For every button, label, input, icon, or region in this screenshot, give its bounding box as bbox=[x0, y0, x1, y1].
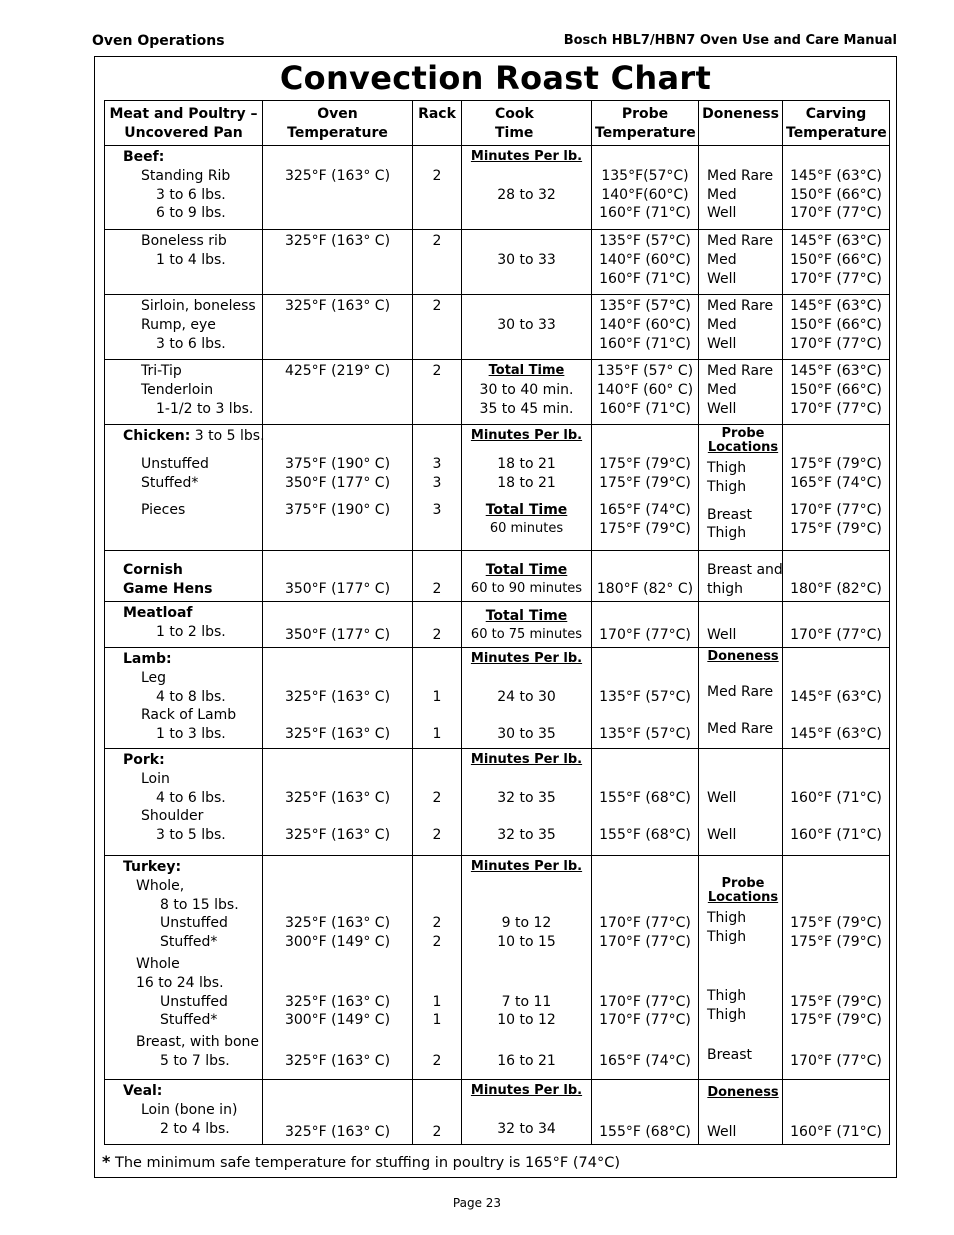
carving-cell: 145°F (63°C) 150°F (66°C) 170°F (77°C) bbox=[783, 146, 890, 230]
doneness-cell: Well Well bbox=[699, 749, 783, 856]
table-row bbox=[105, 425, 890, 551]
page-number: Page 23 bbox=[452, 1196, 502, 1210]
doneness-cell: Doneness Well bbox=[699, 1080, 783, 1145]
col-oven: Oven Temperature bbox=[263, 101, 413, 146]
rack-cell: 2 bbox=[413, 551, 462, 602]
probe-cell: 135°F (57° C) 140°F (60° C) 160°F (71°C) bbox=[592, 360, 699, 425]
meat-cell: Cornish Game Hens bbox=[105, 551, 263, 602]
chart-frame bbox=[94, 56, 897, 1178]
rack-cell: 1 1 bbox=[413, 648, 462, 749]
rack-cell: 2 bbox=[413, 602, 462, 648]
probe-cell: 135°F (57°C) 135°F (57°C) bbox=[592, 648, 699, 749]
table-row bbox=[105, 146, 890, 230]
carving-cell: 175°F (79°C) 165°F (74°C) 170°F (77°C) 175°F (79°C) bbox=[783, 425, 890, 551]
cook-cell: Minutes Per lb. 24 to 30 30 to 35 bbox=[462, 648, 592, 749]
meat-cell: Lamb: Leg 4 to 8 lbs. Rack of Lamb 1 to 3 lbs. bbox=[105, 648, 263, 749]
col-meat: Meat and Poultry – Uncovered Pan bbox=[105, 101, 263, 146]
probe-cell: 170°F (77°C) 170°F (77°C) 170°F (77°C) 170°F (77°C) 165°F (74°C) bbox=[592, 856, 699, 1080]
carving-cell: 175°F (79°C) 175°F (79°C) 175°F (79°C) 175°F (79°C) 170°F (77°C) bbox=[783, 856, 890, 1080]
meat-cell: Sirloin, boneless Rump, eye 3 to 6 lbs. bbox=[105, 295, 263, 360]
cook-cell: Total Time 30 to 40 min. 35 to 45 min. bbox=[462, 360, 592, 425]
table-header-row bbox=[105, 101, 890, 146]
doneness-cell: Probe Locations Thigh Thigh Thigh Thigh Breast bbox=[699, 856, 783, 1080]
rack-cell: 2 2 bbox=[413, 749, 462, 856]
col-carving: Carving Temperature bbox=[783, 101, 890, 146]
meat-cell: Beef: Standing Rib 3 to 6 lbs. 6 to 9 lbs. bbox=[105, 146, 263, 230]
rack-cell: 2 bbox=[413, 146, 462, 230]
table-row bbox=[105, 1080, 890, 1145]
table-row bbox=[105, 856, 890, 1080]
probe-cell: 180°F (82° C) bbox=[592, 551, 699, 602]
carving-cell: 145°F (63°C) 150°F (66°C) 170°F (77°C) bbox=[783, 230, 890, 295]
probe-cell: 135°F(57°C) 140°F(60°C) 160°F (71°C) bbox=[592, 146, 699, 230]
oven-cell: 325°F (163° C) bbox=[263, 146, 413, 230]
meat-cell: Pork: Loin 4 to 6 lbs. Shoulder 3 to 5 lbs. bbox=[105, 749, 263, 856]
carving-cell: 170°F (77°C) bbox=[783, 602, 890, 648]
rack-cell: 2 2 1 1 2 bbox=[413, 856, 462, 1080]
carving-cell: 145°F (63°C) 150°F (66°C) 170°F (77°C) bbox=[783, 295, 890, 360]
meat-cell: Veal: Loin (bone in) 2 to 4 lbs. bbox=[105, 1080, 263, 1145]
oven-cell: 325°F (163° C) 325°F (163° C) bbox=[263, 749, 413, 856]
meat-cell: Boneless rib 1 to 4 lbs. bbox=[105, 230, 263, 295]
probe-cell: 135°F (57°C) 140°F (60°C) 160°F (71°C) bbox=[592, 230, 699, 295]
cook-cell: Total Time 60 to 75 minutes bbox=[462, 602, 592, 648]
col-probe: Probe Temperature bbox=[592, 101, 699, 146]
table-row bbox=[105, 230, 890, 295]
doneness-cell: Probe Locations Thigh Thigh Breast Thigh bbox=[699, 425, 783, 551]
oven-cell: 375°F (190° C) 350°F (177° C) 375°F (190° C) bbox=[263, 425, 413, 551]
oven-cell: 325°F (163° C) bbox=[263, 295, 413, 360]
rack-cell: 2 bbox=[413, 230, 462, 295]
doneness-cell: Breast and thigh bbox=[699, 551, 783, 602]
probe-cell: 170°F (77°C) bbox=[592, 602, 699, 648]
oven-cell: 325°F (163° C) 300°F (149° C) 325°F (163° C) 300°F (149° C) 325°F (163° C) bbox=[263, 856, 413, 1080]
cook-cell: Minutes Per lb. 28 to 32 bbox=[462, 146, 592, 230]
doneness-cell: Med Rare Med Well bbox=[699, 360, 783, 425]
section-header: Oven Operations bbox=[92, 33, 225, 49]
probe-cell: 175°F (79°C) 175°F (79°C) 165°F (74°C) 175°F (79°C) bbox=[592, 425, 699, 551]
rack-cell: 2 bbox=[413, 360, 462, 425]
footnote: * The minimum safe temperature for stuffing in poultry is 165°F (74°C) bbox=[102, 1152, 620, 1171]
cook-cell: Total Time 60 to 90 minutes bbox=[462, 551, 592, 602]
cook-cell: 30 to 33 bbox=[462, 230, 592, 295]
rack-cell: 2 bbox=[413, 295, 462, 360]
oven-cell: 325°F (163° C) bbox=[263, 230, 413, 295]
table-row bbox=[105, 551, 890, 602]
oven-cell: 325°F (163° C) bbox=[263, 1080, 413, 1145]
oven-cell: 350°F (177° C) bbox=[263, 602, 413, 648]
probe-cell: 155°F (68°C) bbox=[592, 1080, 699, 1145]
carving-cell: 180°F (82°C) bbox=[783, 551, 890, 602]
carving-cell: 145°F (63°C) 150°F (66°C) 170°F (77°C) bbox=[783, 360, 890, 425]
rack-cell: 3 3 3 bbox=[413, 425, 462, 551]
meat-cell: Meatloaf 1 to 2 lbs. bbox=[105, 602, 263, 648]
carving-cell: 145°F (63°C) 145°F (63°C) bbox=[783, 648, 890, 749]
probe-cell: 135°F (57°C) 140°F (60°C) 160°F (71°C) bbox=[592, 295, 699, 360]
table-row bbox=[105, 295, 890, 360]
cook-cell: Minutes Per lb. 32 to 35 32 to 35 bbox=[462, 749, 592, 856]
rack-cell: 2 bbox=[413, 1080, 462, 1145]
oven-cell: 325°F (163° C) 325°F (163° C) bbox=[263, 648, 413, 749]
col-rack: Rack bbox=[413, 101, 462, 146]
col-doneness: Doneness bbox=[699, 101, 783, 146]
oven-cell: 350°F (177° C) bbox=[263, 551, 413, 602]
oven-cell: 425°F (219° C) bbox=[263, 360, 413, 425]
doneness-cell: Well bbox=[699, 602, 783, 648]
meat-cell: Turkey: Whole, 8 to 15 lbs. Unstuffed Stuffed* Whole 16 to 24 lbs. Unstuffed Stuffed* Breast, with bone 5 to 7 lbs. bbox=[105, 856, 263, 1080]
col-cook: Cook Time bbox=[462, 101, 592, 146]
probe-cell: 155°F (68°C) 155°F (68°C) bbox=[592, 749, 699, 856]
carving-cell: 160°F (71°C) bbox=[783, 1080, 890, 1145]
doneness-cell: Med Rare Med Well bbox=[699, 295, 783, 360]
table-row bbox=[105, 360, 890, 425]
table-row bbox=[105, 648, 890, 749]
convection-roast-table bbox=[104, 100, 890, 1145]
carving-cell: 160°F (71°C) 160°F (71°C) bbox=[783, 749, 890, 856]
meat-cell: Chicken: 3 to 5 lbs. Unstuffed Stuffed* Pieces bbox=[105, 425, 263, 551]
table-row bbox=[105, 749, 890, 856]
page-title: Convection Roast Chart bbox=[279, 59, 712, 97]
cook-cell: Minutes Per lb. 18 to 21 18 to 21 Total Time 60 minutes bbox=[462, 425, 592, 551]
cook-cell: 30 to 33 bbox=[462, 295, 592, 360]
meat-cell: Tri-Tip Tenderloin 1-1/2 to 3 lbs. bbox=[105, 360, 263, 425]
cook-cell: Minutes Per lb. 9 to 12 10 to 15 7 to 11 10 to 12 16 to 21 bbox=[462, 856, 592, 1080]
cook-cell: Minutes Per lb. 32 to 34 bbox=[462, 1080, 592, 1145]
table-row bbox=[105, 602, 890, 648]
doneness-cell: Med Rare Med Well bbox=[699, 146, 783, 230]
doneness-cell: Med Rare Med Well bbox=[699, 230, 783, 295]
manual-title: Bosch HBL7/HBN7 Oven Use and Care Manual bbox=[563, 33, 897, 48]
doneness-cell: Doneness Med Rare Med Rare bbox=[699, 648, 783, 749]
